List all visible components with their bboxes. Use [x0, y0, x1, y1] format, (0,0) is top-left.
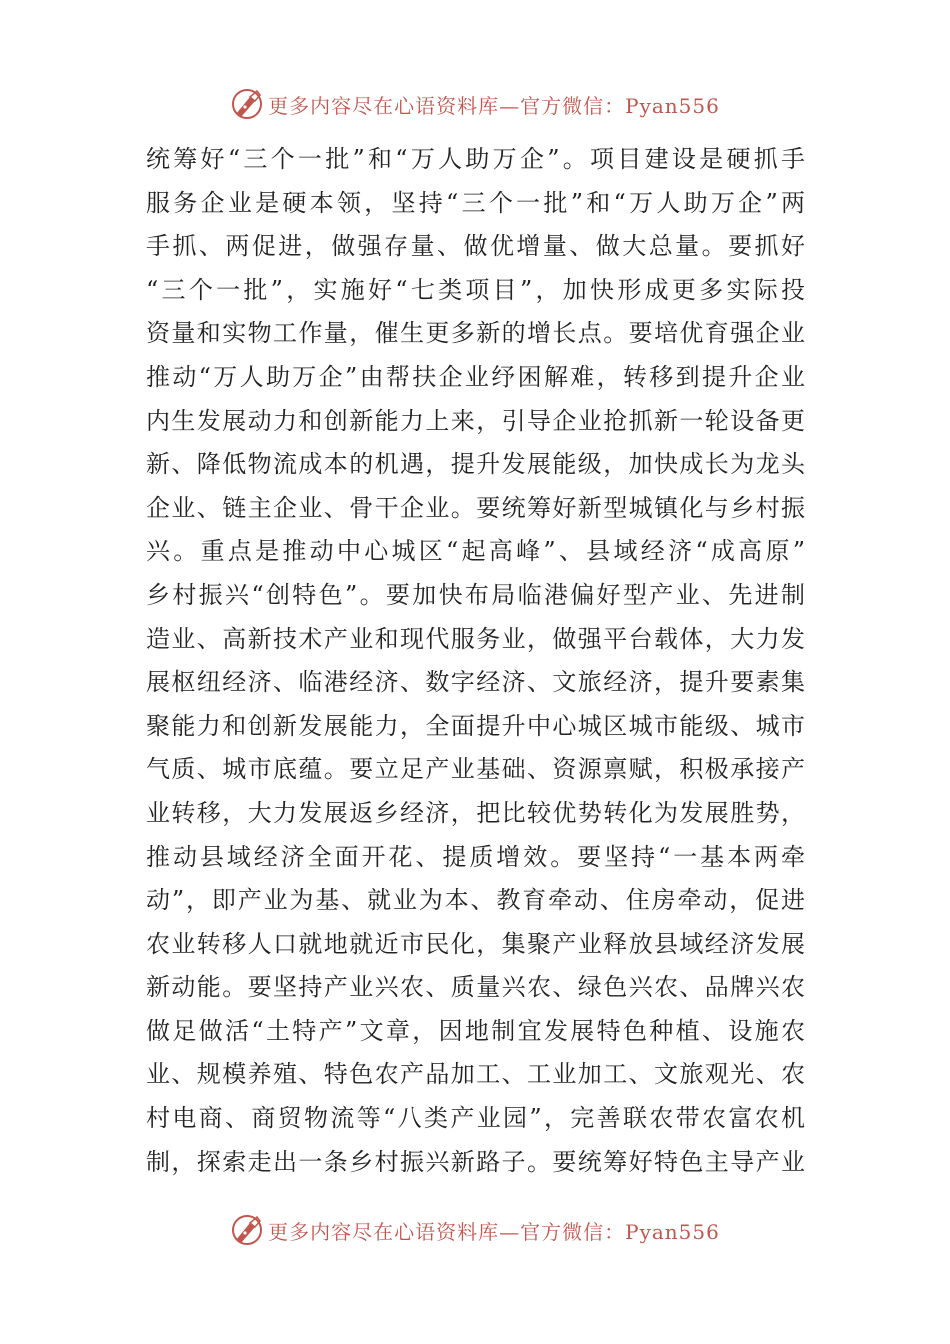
text-line: 企业、链主企业、骨干企业。要统筹好新型城镇化与乡村振	[146, 493, 806, 522]
pen-nib-logo-icon	[230, 87, 264, 121]
text-line: 业转移，大力发展返乡经济，把比较优势转化为发展胜势，	[146, 798, 806, 827]
text-line: 新动能。要坚持产业兴农、质量兴农、绿色兴农、品牌兴农	[146, 973, 806, 1002]
text-line: 聚能力和创新发展能力，全面提升中心城区城市能级、城市	[146, 711, 806, 740]
footer-watermark	[0, 1210, 950, 1250]
text-line: 业、规模养殖、特色农产品加工、工业加工、文旅观光、农	[146, 1060, 806, 1089]
text-line: 推动“万人助万企”由帮扶企业纾困解难，转移到提升企业	[146, 362, 806, 391]
text-line: 制，探索走出一条乡村振兴新路子。要统筹好特色主导产业	[146, 1147, 806, 1176]
pen-nib-logo-icon	[230, 1213, 264, 1247]
text-line: 气质、城市底蕴。要立足产业基础、资源禀赋，积极承接产	[146, 755, 806, 784]
text-line: 村电商、商贸物流等“八类产业园”，完善联农带农富农机	[146, 1104, 806, 1133]
text-line: 农业转移人口就地就近市民化，集聚产业释放县域经济发展	[146, 929, 806, 958]
text-line: “三个一批”，实施好“七类项目”，加快形成更多实际投	[146, 275, 806, 304]
text-line: 资量和实物工作量，催生更多新的增长点。要培优育强企业	[146, 319, 806, 348]
footer-text: 更多内容尽在心语资料库—官方微信：Pyan556	[268, 1219, 720, 1244]
text-line: 服务企业是硬本领，坚持“三个一批”和“万人助万企”两	[146, 188, 806, 217]
text-line: 造业、高新技术产业和现代服务业，做强平台载体，大力发	[146, 624, 806, 653]
text-line: 兴。重点是推动中心城区“起高峰”、县域经济“成高原”	[146, 537, 806, 566]
text-line: 新、降低物流成本的机遇，提升发展能级，加快成长为龙头	[146, 450, 806, 479]
text-line: 展枢纽经济、临港经济、数字经济、文旅经济，提升要素集	[146, 668, 806, 697]
document-body	[146, 138, 806, 1184]
text-line: 推动县域经济全面开花、提质增效。要坚持“一基本两牵	[146, 842, 806, 871]
text-line: 乡村振兴“创特色”。要加快布局临港偏好型产业、先进制	[146, 580, 806, 609]
text-line: 动”，即产业为基、就业为本、教育牵动、住房牵动，促进	[146, 886, 806, 915]
text-line: 统筹好“三个一批”和“万人助万企”。项目建设是硬抓手	[146, 145, 806, 173]
header-text: 更多内容尽在心语资料库—官方微信：Pyan556	[268, 93, 720, 118]
text-line: 内生发展动力和创新能力上来，引导企业抢抓新一轮设备更	[146, 406, 806, 435]
text-line: 手抓、两促进，做强存量、做优增量、做大总量。要抓好	[146, 232, 806, 261]
header-watermark	[0, 84, 950, 124]
text-line: 做足做活“土特产”文章，因地制宜发展特色种植、设施农	[146, 1016, 806, 1045]
